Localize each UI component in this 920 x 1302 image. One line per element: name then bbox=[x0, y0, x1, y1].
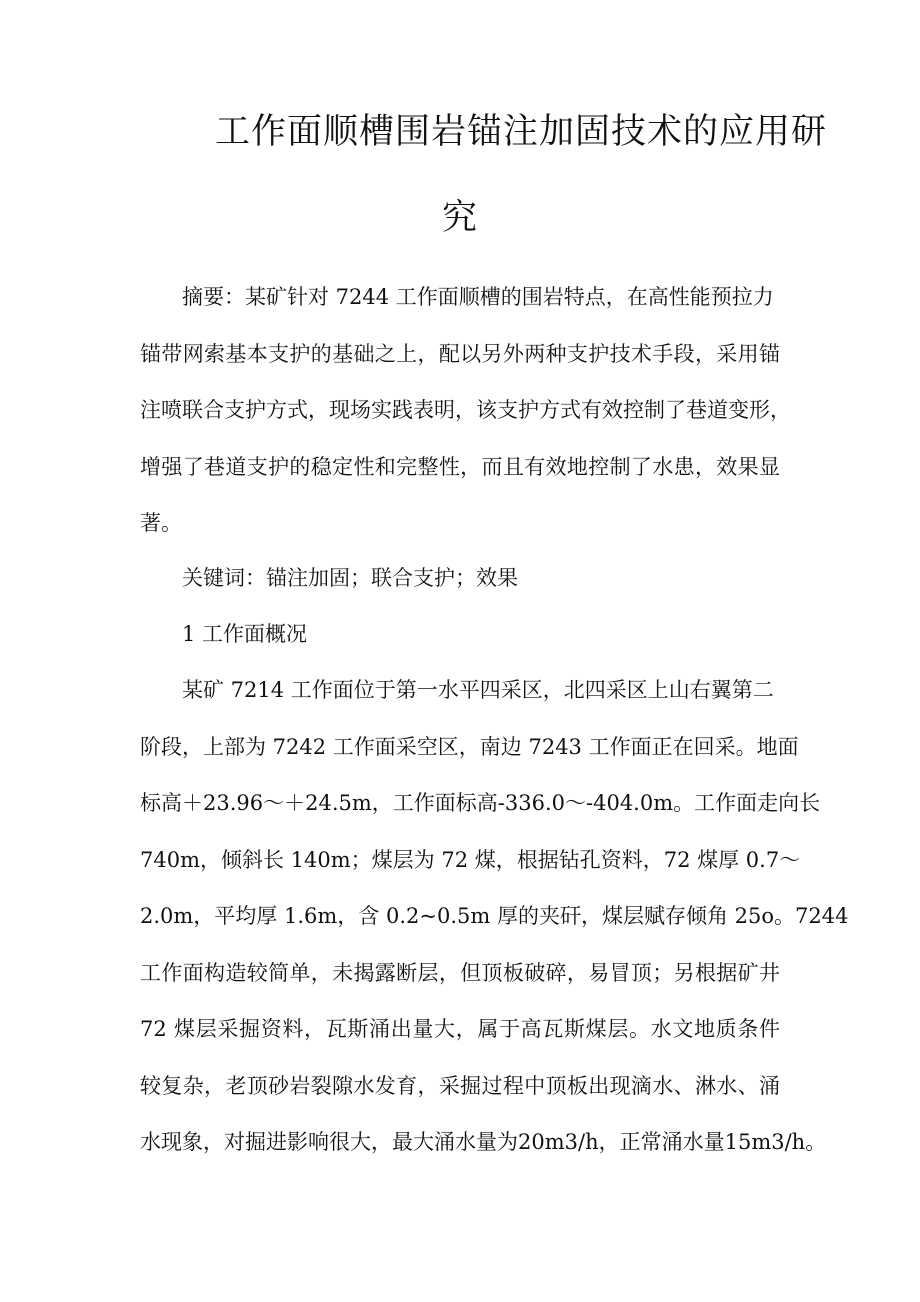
document-title-line-1: 工作面顺槽围岩锚注加固技术的应用研 bbox=[215, 112, 828, 152]
body-line: 某矿 7214 工作面位于第一水平四采区，北四采区上山右翼第二 bbox=[182, 678, 774, 702]
abstract-line: 锚带网索基本支护的基础之上，配以另外两种支护技术手段，采用锚 bbox=[140, 342, 780, 366]
section-heading: 1 工作面概况 bbox=[182, 622, 308, 646]
body-line: 阶段，上部为 7242 工作面采空区，南边 7243 工作面正在回采。地面 bbox=[140, 735, 799, 759]
abstract-line: 著。 bbox=[140, 511, 182, 535]
body-line: 72 煤层采掘资料，瓦斯涌出量大，属于高瓦斯煤层。水文地质条件 bbox=[140, 1017, 780, 1041]
keywords-line: 关键词：锚注加固；联合支护；效果 bbox=[182, 566, 518, 590]
body-line: 水现象，对掘进影响很大，最大涌水量为20m3/h，正常涌水量15m3/h。 bbox=[140, 1130, 827, 1154]
body-line: 工作面构造较简单，未揭露断层，但顶板破碎，易冒顶；另根据矿井 bbox=[140, 961, 780, 985]
body-line: 较复杂，老顶砂岩裂隙水发育，采掘过程中顶板出现滴水、淋水、涌 bbox=[140, 1074, 780, 1098]
body-line: 标高＋23.96～＋24.5m，工作面标高-336.0～-404.0m。工作面走向长 bbox=[140, 791, 821, 815]
abstract-line: 增强了巷道支护的稳定性和完整性，而且有效地控制了水患，效果显 bbox=[140, 455, 780, 479]
abstract-line: 摘要：某矿针对 7244 工作面顺槽的围岩特点，在高性能预拉力 bbox=[182, 285, 774, 309]
document-title-line-2: 究 bbox=[441, 198, 478, 238]
body-line: 2.0m，平均厚 1.6m，含 0.2~0.5m 厚的夹矸，煤层赋存倾角 25o。7244 bbox=[140, 904, 849, 928]
body-line: 740m，倾斜长 140m；煤层为 72 煤，根据钻孔资料，72 煤厚 0.7～ bbox=[140, 848, 801, 872]
abstract-line: 注喷联合支护方式，现场实践表明，该支护方式有效控制了巷道变形， bbox=[140, 398, 791, 422]
